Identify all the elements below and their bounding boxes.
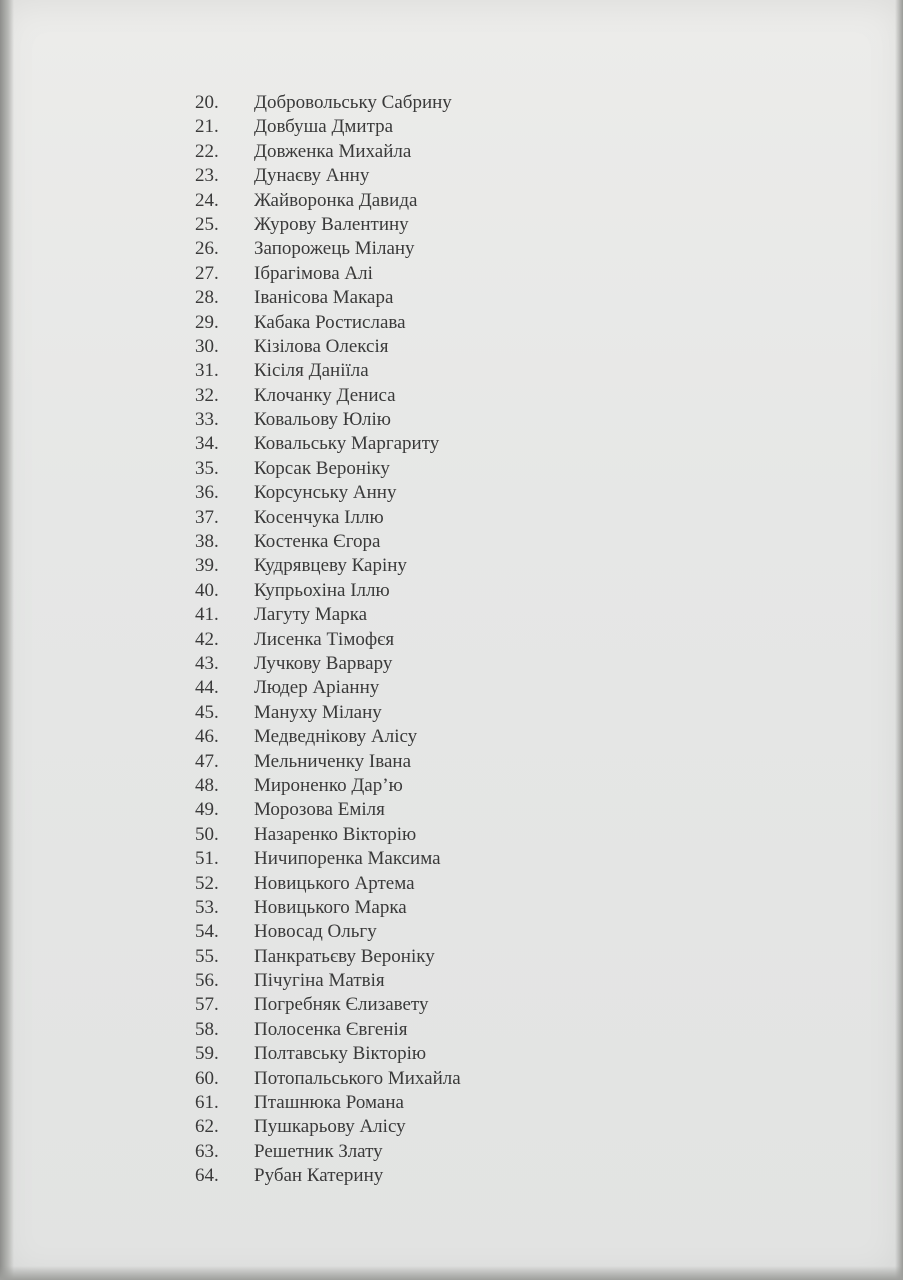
list-item (0, 335, 600, 359)
list-item (0, 530, 600, 554)
list-item (0, 311, 600, 335)
list-item-name: Людер Аріанну (254, 677, 380, 699)
list-item-number: 39. (195, 555, 219, 577)
list-item (0, 603, 600, 627)
list-item-name: Косенчука Іллю (254, 506, 384, 528)
list-item-name: Новицького Марка (254, 896, 407, 918)
list-item (0, 213, 600, 237)
list-item (0, 1042, 600, 1066)
list-item (0, 823, 600, 847)
list-item-name: Дунаєву Анну (254, 165, 370, 187)
list-item-name: Пічугіна Матвія (254, 970, 385, 992)
list-item-name: Ковальову Юлію (254, 409, 391, 431)
list-item (0, 969, 600, 993)
list-item-name: Журову Валентину (254, 213, 409, 235)
list-item-number: 45. (195, 701, 219, 723)
list-item (0, 408, 600, 432)
list-item-number: 30. (195, 335, 219, 357)
list-item-number: 52. (195, 872, 219, 894)
list-item (0, 993, 600, 1017)
list-item-name: Лучкову Варвару (254, 652, 393, 674)
list-item-name: Жайворонка Давида (254, 189, 418, 211)
list-item (0, 652, 600, 676)
list-item-name: Мельниченку Івана (254, 750, 412, 772)
list-item-name: Мироненко Дар’ю (254, 774, 403, 796)
list-item-number: 47. (195, 750, 219, 772)
list-item-number: 57. (195, 994, 219, 1016)
list-item (0, 359, 600, 383)
list-item-number: 62. (195, 1116, 219, 1138)
list-item-number: 26. (195, 238, 219, 260)
list-item (0, 164, 600, 188)
list-item-number: 21. (195, 116, 219, 138)
list-item (0, 91, 600, 115)
list-item-name: Запорожець Мілану (254, 238, 415, 260)
list-item-name: Костенка Єгора (254, 531, 381, 553)
list-item (0, 115, 600, 139)
list-item (0, 725, 600, 749)
list-item (0, 579, 600, 603)
list-item-name: Корсунську Анну (254, 482, 397, 504)
list-item-number: 29. (195, 311, 219, 333)
list-item-name: Рубан Катерину (254, 1165, 384, 1187)
list-item-name: Полтавську Вікторію (254, 1043, 427, 1065)
list-item-number: 27. (195, 262, 219, 284)
list-item-number: 64. (195, 1165, 219, 1187)
list-item-number: 35. (195, 457, 219, 479)
page-shadow-right (895, 0, 903, 1280)
list-item (0, 237, 600, 261)
list-item-name: Погребняк Єлизавету (254, 994, 429, 1016)
list-item (0, 262, 600, 286)
list-item-name: Корсак Вероніку (254, 457, 390, 479)
list-item (0, 872, 600, 896)
numbered-name-list (0, 91, 600, 1189)
list-item-name: Пушкарьову Алісу (254, 1116, 406, 1138)
list-item-number: 63. (195, 1140, 219, 1162)
list-item (0, 1115, 600, 1139)
list-item-name: Кізілова Олексія (254, 335, 389, 357)
list-item-name: Новицького Артема (254, 872, 415, 894)
list-item-number: 34. (195, 433, 219, 455)
list-item-number: 54. (195, 921, 219, 943)
list-item (0, 847, 600, 871)
list-item (0, 1018, 600, 1042)
list-item-number: 38. (195, 531, 219, 553)
list-item-name: Ібрагімова Алі (254, 262, 373, 284)
list-item-number: 50. (195, 823, 219, 845)
page-shadow-bottom (0, 1266, 903, 1280)
list-item-name: Медведнікову Алісу (254, 726, 418, 748)
list-item-number: 32. (195, 384, 219, 406)
list-item-name: Кісіля Даніїла (254, 360, 369, 382)
list-item-number: 43. (195, 652, 219, 674)
list-item (0, 1067, 600, 1091)
list-item (0, 481, 600, 505)
list-item-name: Кабака Ростислава (254, 311, 406, 333)
list-item (0, 384, 600, 408)
list-item-name: Довбуша Дмитра (254, 116, 394, 138)
list-item-name: Клочанку Дениса (254, 384, 396, 406)
list-item-number: 28. (195, 287, 219, 309)
list-item (0, 1164, 600, 1188)
list-item (0, 506, 600, 530)
list-item-number: 31. (195, 360, 219, 382)
list-item-name: Полосенка Євгенія (254, 1018, 408, 1040)
list-item-number: 36. (195, 482, 219, 504)
list-item-number: 25. (195, 213, 219, 235)
list-item-name: Кудрявцеву Каріну (254, 555, 407, 577)
list-item (0, 140, 600, 164)
list-item-name: Потопальського Михайла (254, 1067, 461, 1089)
list-item (0, 920, 600, 944)
list-item-name: Іванісова Макара (254, 287, 394, 309)
list-item-number: 22. (195, 140, 219, 162)
list-item-name: Добровольську Сабрину (254, 92, 452, 113)
list-item-number: 44. (195, 677, 219, 699)
list-item (0, 628, 600, 652)
list-item (0, 286, 600, 310)
list-item-name: Назаренко Вікторію (254, 823, 417, 845)
list-item-number: 20. (195, 92, 219, 113)
list-item-number: 55. (195, 945, 219, 967)
list-item-number: 53. (195, 896, 219, 918)
list-item (0, 896, 600, 920)
list-item-number: 58. (195, 1018, 219, 1040)
list-item (0, 457, 600, 481)
list-item-number: 40. (195, 579, 219, 601)
list-item (0, 774, 600, 798)
list-item-name: Новосад Ольгу (254, 921, 377, 943)
list-item-number: 51. (195, 848, 219, 870)
list-item-number: 24. (195, 189, 219, 211)
list-item-number: 59. (195, 1043, 219, 1065)
list-item-name: Мануху Мілану (254, 701, 382, 723)
list-item-number: 23. (195, 165, 219, 187)
list-item (0, 701, 600, 725)
list-item (0, 189, 600, 213)
list-item-name: Довженка Михайла (254, 140, 412, 162)
list-item-name: Решетник Злату (254, 1140, 383, 1162)
list-item-number: 46. (195, 726, 219, 748)
list-item (0, 554, 600, 578)
list-item-number: 56. (195, 970, 219, 992)
list-item (0, 750, 600, 774)
list-item-name: Ничипоренка Максима (254, 848, 441, 870)
list-item (0, 1140, 600, 1164)
list-item-number: 42. (195, 628, 219, 650)
list-item-number: 49. (195, 799, 219, 821)
list-item-number: 33. (195, 409, 219, 431)
list-item-name: Ковальську Маргариту (254, 433, 440, 455)
list-item-name: Лисенка Тімофєя (254, 628, 395, 650)
list-item (0, 676, 600, 700)
list-item-name: Панкратьєву Вероніку (254, 945, 435, 967)
list-item-number: 61. (195, 1092, 219, 1114)
list-item-name: Купрьохіна Іллю (254, 579, 390, 601)
list-item-number: 48. (195, 774, 219, 796)
list-item-name: Пташнюка Романа (254, 1092, 404, 1114)
list-item (0, 1091, 600, 1115)
list-item-number: 41. (195, 604, 219, 626)
list-item-number: 37. (195, 506, 219, 528)
list-item (0, 945, 600, 969)
list-item (0, 798, 600, 822)
list-item-number: 60. (195, 1067, 219, 1089)
list-item-name: Морозова Еміля (254, 799, 385, 821)
list-item-name: Лагуту Марка (254, 604, 368, 626)
list-item (0, 432, 600, 456)
